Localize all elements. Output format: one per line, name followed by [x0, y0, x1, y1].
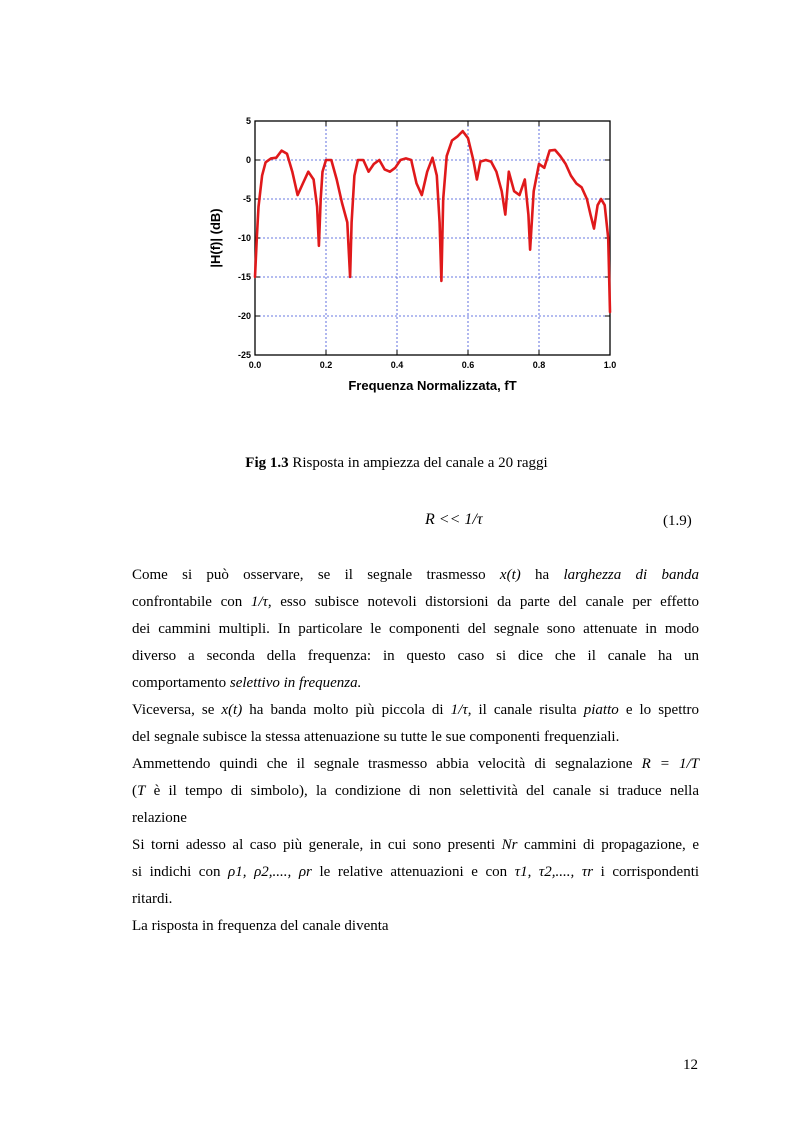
emphasis: selettivo in frequenza.: [229, 675, 362, 691]
y-tick-label: -25: [237, 350, 251, 360]
text-run: Viceversa, se: [132, 702, 215, 718]
text-run: si indichi con: [132, 864, 221, 880]
paragraph-line: [132, 859, 699, 886]
x-tick-label: 0.6: [461, 360, 475, 370]
text-run: Si torni adesso al caso più generale, in cui sono presenti: [132, 837, 496, 853]
paragraph-line: dei cammini multipli. In particolare le componenti del segnale sono attenuate in modo: [132, 621, 699, 637]
figure-channel-response: [205, 108, 630, 403]
emphasis: larghezza di banda: [563, 567, 699, 583]
y-tick-label: 0: [245, 155, 251, 165]
x-tick-label: 0.0: [248, 360, 262, 370]
text-run: i corrispondenti: [600, 864, 700, 880]
text-run: e lo spettro: [625, 702, 700, 718]
paragraph-line: ritardi.: [132, 891, 173, 907]
equation-number: (1.9): [663, 513, 692, 529]
x-tick-label: 0.8: [532, 360, 546, 370]
paragraph-line: diverso a seconda della frequenza: in questo caso si dice che il canale ha un: [132, 648, 699, 664]
text-run: ha: [535, 567, 550, 583]
paragraph-line: La risposta in frequenza del canale diventa: [132, 918, 389, 934]
text-run: confrontabile con: [132, 594, 243, 610]
chart: [205, 108, 630, 403]
paragraph-line: [132, 832, 699, 859]
math-r-equals: R = 1/T: [641, 756, 700, 772]
paragraph-line: [132, 589, 699, 616]
series-line: [255, 131, 610, 312]
y-axis-label: |H(f)| (dB): [208, 208, 223, 268]
math-rho-list: ρ1, ρ2,...., ρr: [228, 864, 312, 880]
paragraph-line: relazione: [132, 810, 187, 826]
y-tick-label: -5: [242, 194, 251, 204]
paragraph-line: [132, 751, 699, 778]
text-run: le relative attenuazioni e con: [319, 864, 508, 880]
figure-caption: [0, 455, 793, 472]
x-axis-label: Frequenza Normalizzata, fT: [348, 378, 517, 393]
text-run: Come si può osservare, se il segnale trasmesso: [132, 567, 486, 583]
text-run: (: [132, 783, 137, 799]
math-inverse-tau: 1/τ: [450, 702, 468, 718]
paragraph-line: del segnale subisce la stessa attenuazione su tutte le sue componenti frequenziali.: [132, 729, 620, 745]
caption-text: Risposta in ampiezza del canale a 20 raggi: [288, 455, 548, 471]
math-T: T: [137, 783, 146, 799]
x-tick-label: 0.4: [390, 360, 404, 370]
text-run: , il canale risulta: [467, 702, 577, 718]
text-run: comportamento: [132, 675, 227, 691]
y-tick-label: -10: [237, 233, 251, 243]
x-tick-label: 1.0: [603, 360, 617, 370]
text-run: cammini di propagazione, e: [524, 837, 699, 853]
text-run: ha banda molto più piccola di: [249, 702, 444, 718]
text-run: Ammettendo quindi che il segnale trasmesso abbia velocità di segnalazione: [132, 756, 633, 772]
paragraph-line: [132, 697, 699, 724]
y-tick-label: -20: [237, 311, 251, 321]
x-tick-label: 0.2: [319, 360, 333, 370]
emphasis: piatto: [583, 702, 619, 718]
caption-label: Fig 1.3: [245, 455, 289, 471]
math-x-t: x(t): [499, 567, 521, 583]
equation: R << 1/τ: [425, 511, 483, 528]
paragraph-line: [132, 670, 699, 697]
body-text: [132, 562, 699, 940]
math-x-t: x(t): [221, 702, 243, 718]
math-tau-list: τ1, τ2,...., τr: [514, 864, 594, 880]
paragraph-line: [132, 562, 699, 589]
y-tick-label: 5: [245, 116, 251, 126]
page-number: 12: [683, 1057, 698, 1073]
text-run: , esso subisce notevoli distorsioni da parte del canale per effetto: [267, 594, 699, 610]
paragraph-line: [132, 778, 699, 805]
y-tick-label: -15: [237, 272, 251, 282]
text-run: è il tempo di simbolo), la condizione di non selettività del canale si traduce nella: [153, 783, 699, 799]
math-inverse-tau: 1/τ: [250, 594, 268, 610]
math-nr: Nr: [501, 837, 518, 853]
